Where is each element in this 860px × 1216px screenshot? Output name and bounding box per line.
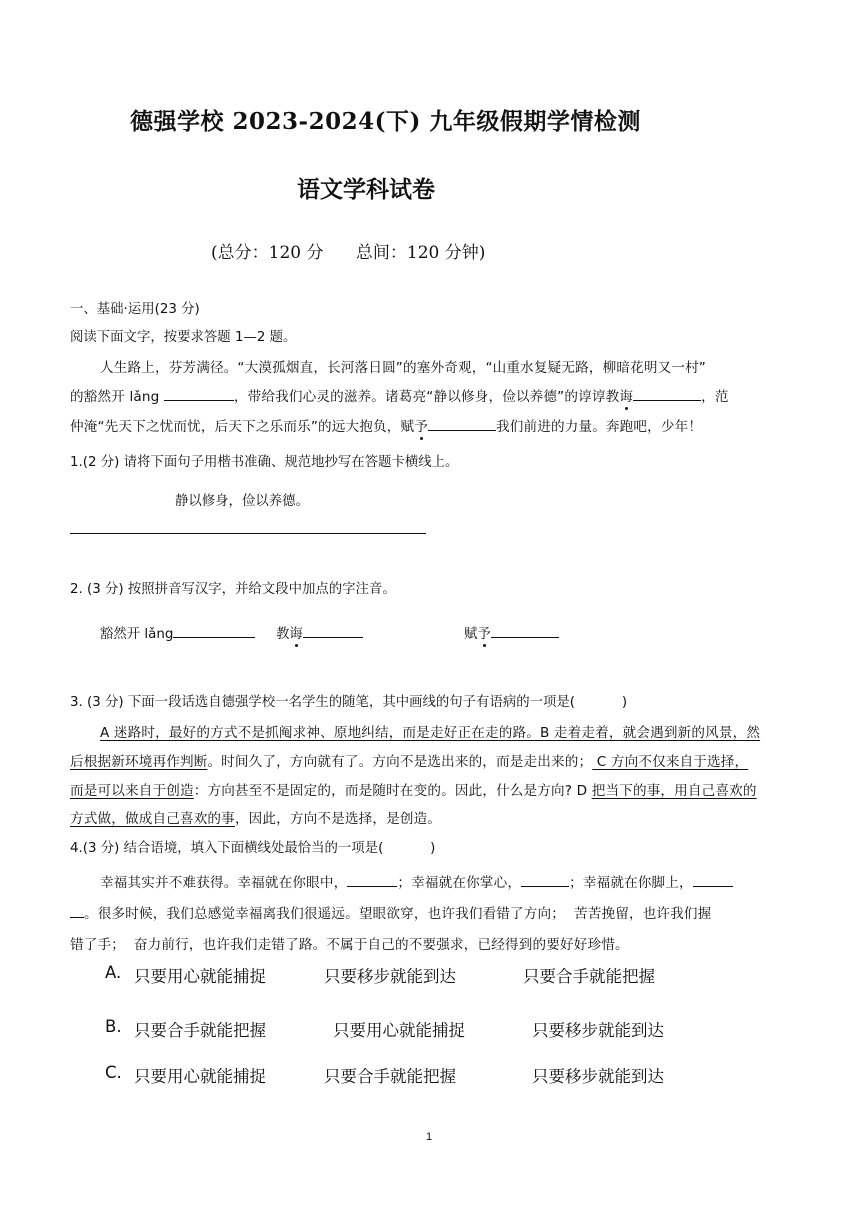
option-c-phrase-2: 只要合手就能把握: [324, 1067, 456, 1086]
dotted-char-hui: 诲: [619, 389, 634, 405]
passage-line-2: 的豁然开 lǎng ，带给我们心灵的滋养。诸葛亮“静以修身，俭以养德”的谆谆教诲 ，范: [70, 385, 729, 405]
score-info: (总分：120 分 总间：120 分钟): [211, 243, 486, 263]
q3-line-1: A 迷路时，最好的方式不是抓阄求神、原地纠结，而是走好正在走的路。B 走着走着，就会遇到新的风景，然: [100, 725, 761, 741]
q4-line-3: 错了手； 奋力前行，也许我们走错了路。不属于自己的不要强求，已经得到的要好好珍惜。: [70, 937, 629, 953]
q4-blank-3b[interactable]: [70, 903, 84, 918]
q2-blank-3[interactable]: [491, 623, 559, 638]
option-c-phrase-1: 只要用心就能捕捉: [134, 1067, 266, 1086]
q2-item-2: 教诲: [276, 623, 363, 642]
blank-yu[interactable]: [428, 416, 496, 431]
q2-item-3: 赋予: [464, 623, 559, 642]
exam-title: 德强学校 2023-2024(下) 九年级假期学情检测: [130, 108, 641, 135]
option-b[interactable]: B.: [105, 1017, 122, 1036]
option-c[interactable]: C.: [105, 1063, 122, 1082]
q4-blank-3a[interactable]: [693, 872, 733, 887]
answer-line[interactable]: [70, 533, 426, 534]
q2-item-1: 豁然开 lǎng: [100, 623, 255, 642]
q4-blank-2[interactable]: [521, 872, 569, 887]
option-b-phrase-3: 只要移步就能到达: [532, 1021, 664, 1040]
option-a[interactable]: A.: [105, 963, 122, 982]
option-b-phrase-2: 只要用心就能捕捉: [333, 1021, 465, 1040]
section-instruction: 阅读下面文字，按要求答题 1—2 题。: [70, 330, 297, 345]
blank-lang[interactable]: [164, 386, 234, 401]
q4-line-2: 。很多时候，我们总感觉幸福离我们很遥远。望眼欲穿，也许我们看错了方向； 苦苦挽留，也许我们握: [70, 902, 711, 922]
question-3: 3. (3 分) 下面一段话选自德强学校一名学生的随笔，其中画线的句子有语病的一项是( ): [70, 695, 628, 710]
q2-blank-2[interactable]: [303, 623, 363, 638]
section-heading: 一、基础·运用(23 分): [70, 302, 200, 317]
q2-blank-1[interactable]: [173, 623, 255, 638]
dotted-char-yu: 予: [414, 419, 428, 435]
page-number: 1: [426, 1131, 433, 1143]
copy-sentence: 静以修身，俭以养德。: [175, 494, 309, 509]
q3-line-3: 而是可以来自于创造：方向甚至不是固定的，而是随时在变的。因此，什么是方向? D 把当下的事，用自己喜欢的: [70, 783, 757, 799]
option-a-phrase-1: 只要用心就能捕捉: [134, 967, 266, 986]
passage-line-1: 人生路上，芬芳满径。“大漠孤烟直，长河落日圆”的塞外奇观，“山重水复疑无路，柳暗花明又一村”: [100, 360, 707, 376]
q3-line-4: 方式做，做成自己喜欢的事，因此，方向不是选择，是创造。: [70, 811, 442, 827]
q3-line-2: 后根据新环境再作判断。时间久了，方向就有了。方向不是选出来的，而是走出来的； C 方向不仅来自于选择，: [70, 754, 749, 770]
passage-line-3: 仲淹“先天下之忧而忧，后天下之乐而乐”的远大抱负，赋予 我们前进的力量。奔跑吧，少年！: [70, 415, 702, 435]
exam-subtitle: 语文学科试卷: [297, 176, 435, 203]
option-a-phrase-3: 只要合手就能把握: [523, 967, 655, 986]
option-b-phrase-1: 只要合手就能把握: [134, 1021, 266, 1040]
question-2: 2. (3 分) 按照拼音写汉字，并给文段中加点的字注音。: [70, 582, 396, 597]
question-1: 1.(2 分) 请将下面句子用楷书准确、规范地抄写在答题卡横线上。: [70, 455, 459, 470]
q4-line-1: 幸福其实并不难获得。幸福就在你眼中， ；幸福就在你掌心， ；幸福就在你脚上，: [100, 871, 733, 891]
option-a-phrase-2: 只要移步就能到达: [324, 967, 456, 986]
question-4: 4.(3 分) 结合语境，填入下面横线处最恰当的一项是( ): [70, 841, 436, 856]
q4-blank-1[interactable]: [347, 872, 397, 887]
option-c-phrase-3: 只要移步就能到达: [532, 1067, 664, 1086]
blank-hui[interactable]: [633, 386, 701, 401]
